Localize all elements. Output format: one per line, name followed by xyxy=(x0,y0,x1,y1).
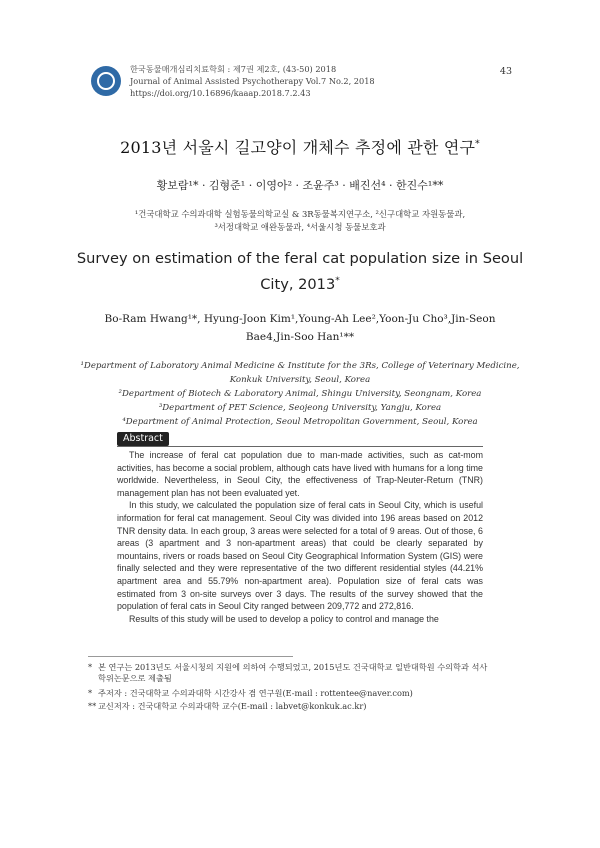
abstract-label: Abstract xyxy=(117,432,169,446)
footnote-funding xyxy=(88,662,508,684)
footnote-text: 주저자 : 건국대학교 수의과대학 시간강사 겸 연구원(E-mail : rottentee@naver.com) xyxy=(98,688,413,698)
english-affiliation-line: ¹Department of Laboratory Animal Medicine & Institute for the 3Rs, College of Veterinary Medicine, xyxy=(80,361,520,371)
english-title xyxy=(70,248,530,296)
korean-affiliation-line: ³서정대학교 애완동물과, ⁴서울시청 동물보호과 xyxy=(214,222,386,232)
footnote-mark: * xyxy=(88,688,93,698)
society-logo xyxy=(91,66,121,96)
korean-title-mark: * xyxy=(475,139,480,150)
english-affiliation-line: ³Department of PET Science, Seojeong University, Yangju, Korea xyxy=(158,403,442,413)
english-title-line: Survey on estimation of the feral cat population size in Seoul xyxy=(76,250,524,267)
footnote-text: 본 연구는 2013년도 서울시청의 지원에 의하여 수행되었고, 2015년도 건국대학교 일반대학원 수의학과 석사 xyxy=(98,662,488,672)
abstract-body xyxy=(117,449,483,649)
abstract-paragraph: Results of this study will be used to develop a policy to control and manage the xyxy=(129,613,439,624)
page-number: 43 xyxy=(499,66,512,77)
footnote-mark: ** xyxy=(88,701,97,711)
english-title-line-2 xyxy=(70,270,530,296)
footnote-text: 학위논문으로 제출됨 xyxy=(98,673,172,683)
english-authors xyxy=(90,310,510,346)
footnote-divider xyxy=(88,656,293,657)
abstract-paragraph: The increase of feral cat population due to man-made activities, such as cat-mom activities, has become a social problem, although cats have lived with humans for a long time worldwide. Nevertheless, in Seoul City, the effectiveness of Trap-Neuter-Return (TNR) management plan has not been evaluated yet. xyxy=(117,450,483,498)
korean-title xyxy=(0,135,600,158)
english-affiliation-line: ⁴Department of Animal Protection, Seoul Metropolitan Government, Seoul, Korea xyxy=(122,417,478,427)
english-affiliation-line: Konkuk University, Seoul, Korea xyxy=(229,375,371,385)
abstract-paragraph: In this study, we calculated the population size of feral cats in Seoul City, which is useful information for feral cat management. Seoul City was divided into 196 areas based on 2012 TNR density data. In each group, 3 areas were selected for a total of 9 areas. Out of those, 6 areas (3 apartment and 3 non-apartment areas) that could be clearly separated by mountains, rivers or roads based on Seoul City Geographical Information System (GIS) were finally selected and they were representative of the two different residential styles (44.21% apartment area and 55.79% non-apartment area). Population size of feral cats was estimated from 3 on-site surveys over 3 days. The results of the survey showed that the population of feral cats in Seoul City ranged between 209,772 and 272,816. xyxy=(117,500,483,612)
english-authors-line: Bo-Ram Hwang¹*, Hyung-Joon Kim¹,Young-Ah Lee²,Yoon-Ju Cho³,Jin-Seon xyxy=(104,313,496,325)
journal-name-korean: 한국동물매개심리치료학회 : 제7권 제2호, (43-50) 2018 xyxy=(130,64,337,74)
footnote-corresponding-author xyxy=(88,701,508,712)
footnote-mark: * xyxy=(88,662,93,672)
english-title-mark: * xyxy=(335,276,340,286)
korean-affiliations xyxy=(90,208,510,234)
korean-title-text: 2013년 서울시 길고양이 개체수 추정에 관한 연구 xyxy=(120,138,476,157)
english-title-line: City, 2013 xyxy=(260,275,336,293)
footnote-text: 교신저자 : 건국대학교 수의과대학 교수(E-mail : labvet@konkuk.ac.kr) xyxy=(98,701,367,711)
abstract-divider xyxy=(117,446,483,447)
english-affiliation-line: ²Department of Biotech & Laboratory Animal, Shingu University, Seongnam, Korea xyxy=(118,389,482,399)
journal-name-english: Journal of Animal Assisted Psychotherapy Vol.7 No.2, 2018 xyxy=(130,76,375,86)
english-authors-line: Bae4,Jin-Soo Han¹** xyxy=(245,331,355,343)
korean-authors: 황보람¹* · 김형준¹ · 이영아² · 조윤주³ · 배진선⁴ · 한진수¹** xyxy=(156,179,444,192)
footnote-first-author xyxy=(88,688,508,699)
korean-affiliation-line: ¹건국대학교 수의과대학 실험동물의학교실 & 3R동물복지연구소, ²신구대학교 자원동물과, xyxy=(134,209,466,219)
doi-link[interactable]: https://doi.org/10.16896/kaaap.2018.7.2.43 xyxy=(130,88,311,98)
